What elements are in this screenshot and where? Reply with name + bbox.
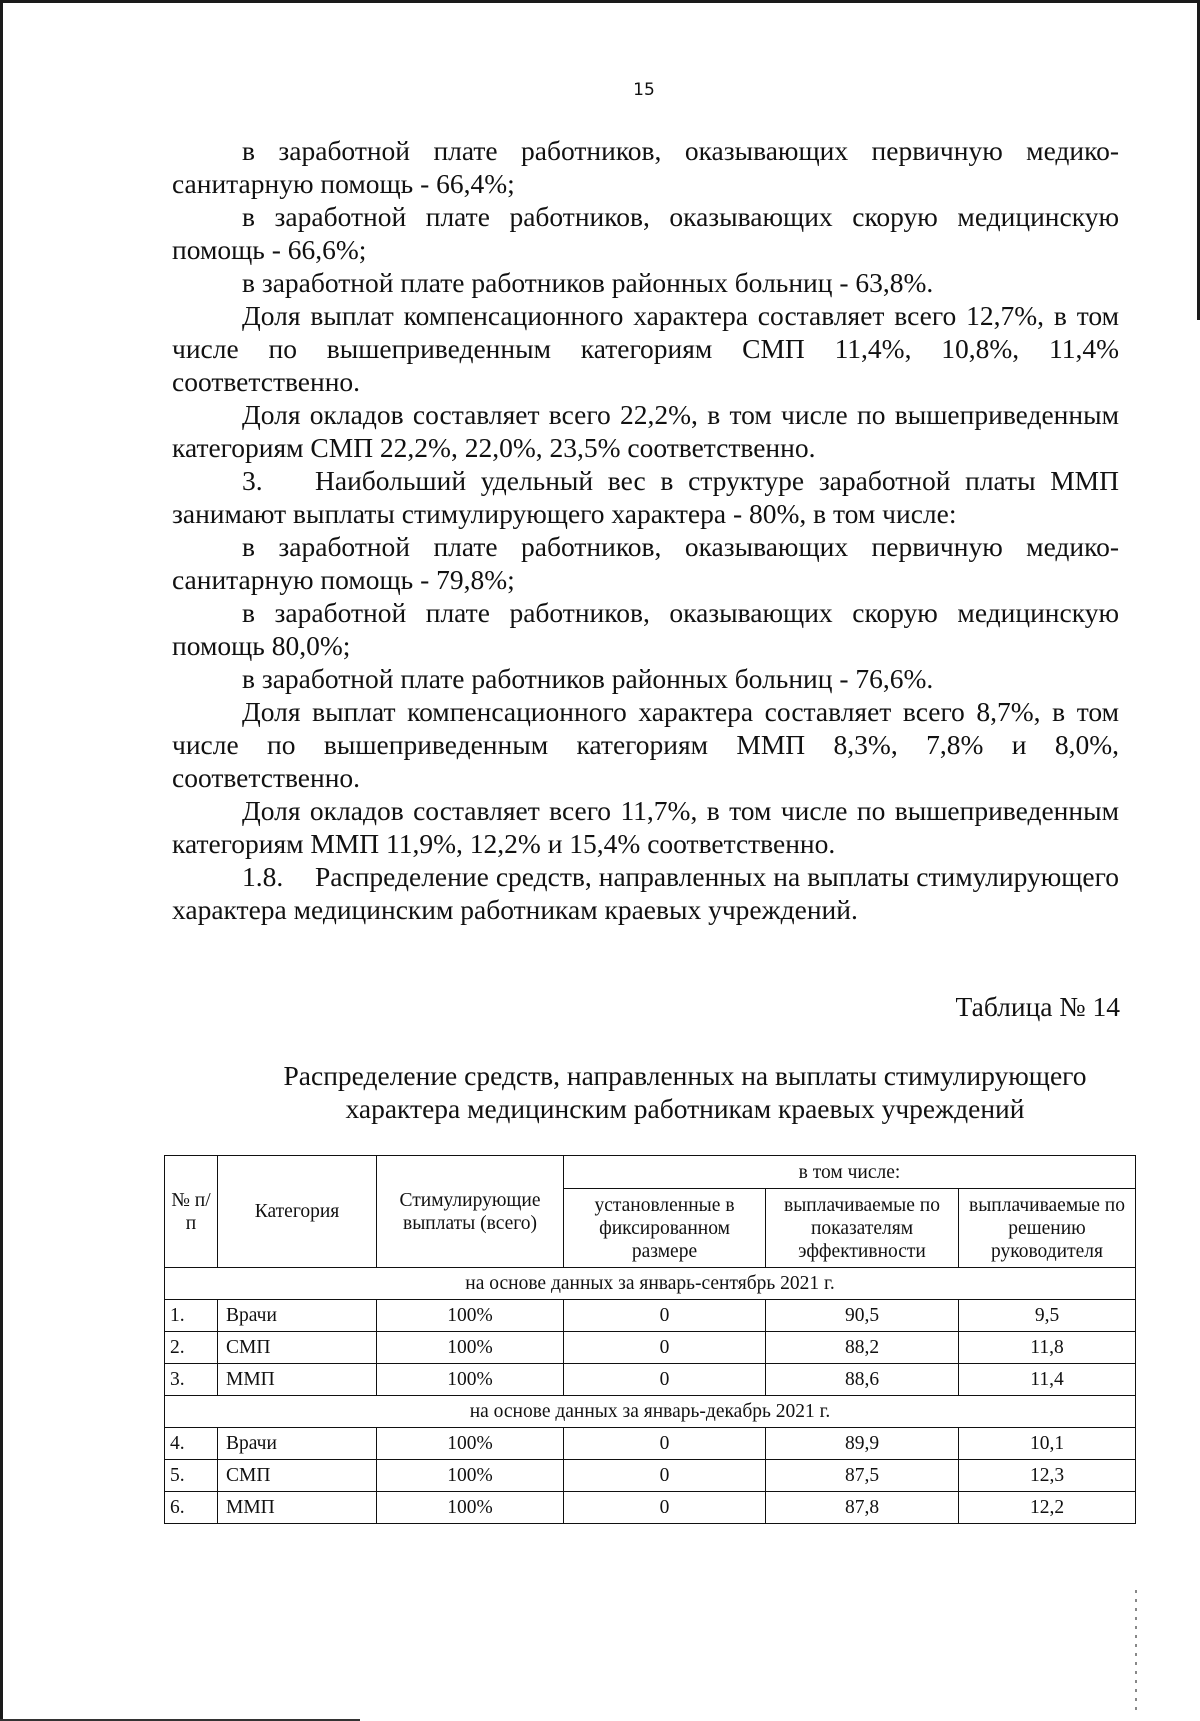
paragraph-text: в заработной плате работников, оказывающих скорую медицинскую помощь - 66,6%; xyxy=(172,201,1119,265)
paragraph-text: Доля окладов составляет всего 22,2%, в том числе по вышеприведенным категориям СМП 22,2%, 22,0%, 23,5% соответственно. xyxy=(172,399,1119,463)
cell-total: 100% xyxy=(377,1300,564,1332)
cell-category: Врачи xyxy=(218,1428,377,1460)
table-row xyxy=(165,1332,1136,1364)
paragraph xyxy=(172,200,1119,266)
cell-total: 100% xyxy=(377,1364,564,1396)
cell-fixed: 0 xyxy=(564,1300,766,1332)
cell-fixed: 0 xyxy=(564,1460,766,1492)
cell-efficiency: 87,5 xyxy=(766,1460,959,1492)
paragraph-text: в заработной плате работников, оказывающих скорую медицинскую помощь 80,0%; xyxy=(172,597,1119,661)
numbered-paragraph xyxy=(172,464,1119,530)
header-category: Категория xyxy=(218,1156,377,1268)
cell-efficiency: 88,6 xyxy=(766,1364,959,1396)
data-table xyxy=(164,1155,1136,1524)
paragraph xyxy=(172,695,1119,794)
table-row xyxy=(165,1492,1136,1524)
scan-edge-top xyxy=(0,0,1200,3)
table-row xyxy=(165,1460,1136,1492)
cell-category: СМП xyxy=(218,1460,377,1492)
header-fixed: установленные в фиксированном размере xyxy=(564,1189,766,1268)
cell-total: 100% xyxy=(377,1460,564,1492)
paragraph-text: в заработной плате работников районных больниц - 76,6%. xyxy=(242,663,934,694)
table-row xyxy=(165,1428,1136,1460)
cell-num: 1. xyxy=(165,1300,218,1332)
header-total: Стимулирующие выплаты (всего) xyxy=(377,1156,564,1268)
paragraph-text: Доля окладов составляет всего 11,7%, в том числе по вышеприведенным категориям ММП 11,9%, 12,2% и 15,4% соответственно. xyxy=(172,795,1119,859)
header-group: в том числе: xyxy=(564,1156,1136,1189)
cell-fixed: 0 xyxy=(564,1364,766,1396)
paragraph xyxy=(172,266,1119,299)
cell-category: Врачи xyxy=(218,1300,377,1332)
cell-fixed: 0 xyxy=(564,1332,766,1364)
paragraph-text: Наибольший удельный вес в структуре заработной платы ММП занимают выплаты стимулирующего характера - 80%, в том числе: xyxy=(172,465,1119,529)
header-efficiency: выплачиваемые по показателям эффективности xyxy=(766,1189,959,1268)
cell-manager: 10,1 xyxy=(959,1428,1136,1460)
paragraph xyxy=(172,596,1119,662)
header-manager: выплачиваемые по решению руководителя xyxy=(959,1189,1136,1268)
cell-total: 100% xyxy=(377,1492,564,1524)
cell-category: СМП xyxy=(218,1332,377,1364)
cell-total: 100% xyxy=(377,1428,564,1460)
paragraph-text: Доля выплат компенсационного характера составляет всего 8,7%, в том числе по вышеприведенным категориям ММП 8,3%, 7,8% и 8,0%, соответственно. xyxy=(172,696,1119,793)
cell-num: 2. xyxy=(165,1332,218,1364)
table-row xyxy=(165,1300,1136,1332)
cell-manager: 12,3 xyxy=(959,1460,1136,1492)
period-row: на основе данных за январь-декабрь 2021 г. xyxy=(165,1396,1136,1428)
scan-dots-artifact xyxy=(1135,1590,1137,1715)
cell-efficiency: 87,8 xyxy=(766,1492,959,1524)
paragraph-text: Распределение средств, направленных на выплаты стимулирующего характера медицинским работникам краевых учреждений. xyxy=(172,861,1119,925)
paragraph-text: в заработной плате работников, оказывающих первичную медико-санитарную помощь - 79,8%; xyxy=(172,531,1119,595)
paragraph-text: в заработной плате работников, оказывающих первичную медико-санитарную помощь - 66,4%; xyxy=(172,135,1119,199)
header-num: № п/п xyxy=(165,1156,218,1268)
paragraph-text: Доля выплат компенсационного характера составляет всего 12,7%, в том числе по вышеприведенным категориям СМП 11,4%, 10,8%, 11,4% соответственно. xyxy=(172,300,1119,397)
cell-efficiency: 88,2 xyxy=(766,1332,959,1364)
cell-num: 6. xyxy=(165,1492,218,1524)
cell-fixed: 0 xyxy=(564,1428,766,1460)
body-text xyxy=(172,134,1119,926)
paragraph xyxy=(172,299,1119,398)
period-row: на основе данных за январь-сентябрь 2021 г. xyxy=(165,1268,1136,1300)
cell-category: ММП xyxy=(218,1492,377,1524)
paragraph-number: 1.8. xyxy=(242,861,284,892)
cell-fixed: 0 xyxy=(564,1492,766,1524)
paragraph-text: в заработной плате работников районных больниц - 63,8%. xyxy=(242,267,934,298)
paragraph xyxy=(172,794,1119,860)
cell-manager: 11,4 xyxy=(959,1364,1136,1396)
table-row xyxy=(165,1364,1136,1396)
cell-manager: 9,5 xyxy=(959,1300,1136,1332)
scan-edge-left xyxy=(0,0,3,1721)
table-label: Таблица № 14 xyxy=(955,991,1120,1022)
cell-num: 3. xyxy=(165,1364,218,1396)
paragraph xyxy=(172,662,1119,695)
paragraph xyxy=(172,398,1119,464)
page-number: 15 xyxy=(633,80,655,100)
paragraph xyxy=(172,134,1119,200)
paragraph xyxy=(172,530,1119,596)
table-title: Распределение средств, направленных на выплаты стимулирующего характера медицинским работникам краевых учреждений xyxy=(283,1060,1087,1124)
cell-efficiency: 90,5 xyxy=(766,1300,959,1332)
cell-total: 100% xyxy=(377,1332,564,1364)
cell-category: ММП xyxy=(218,1364,377,1396)
cell-manager: 11,8 xyxy=(959,1332,1136,1364)
cell-num: 4. xyxy=(165,1428,218,1460)
cell-manager: 12,2 xyxy=(959,1492,1136,1524)
numbered-paragraph xyxy=(172,860,1119,926)
cell-efficiency: 89,9 xyxy=(766,1428,959,1460)
cell-num: 5. xyxy=(165,1460,218,1492)
paragraph-number: 3. xyxy=(242,465,263,496)
